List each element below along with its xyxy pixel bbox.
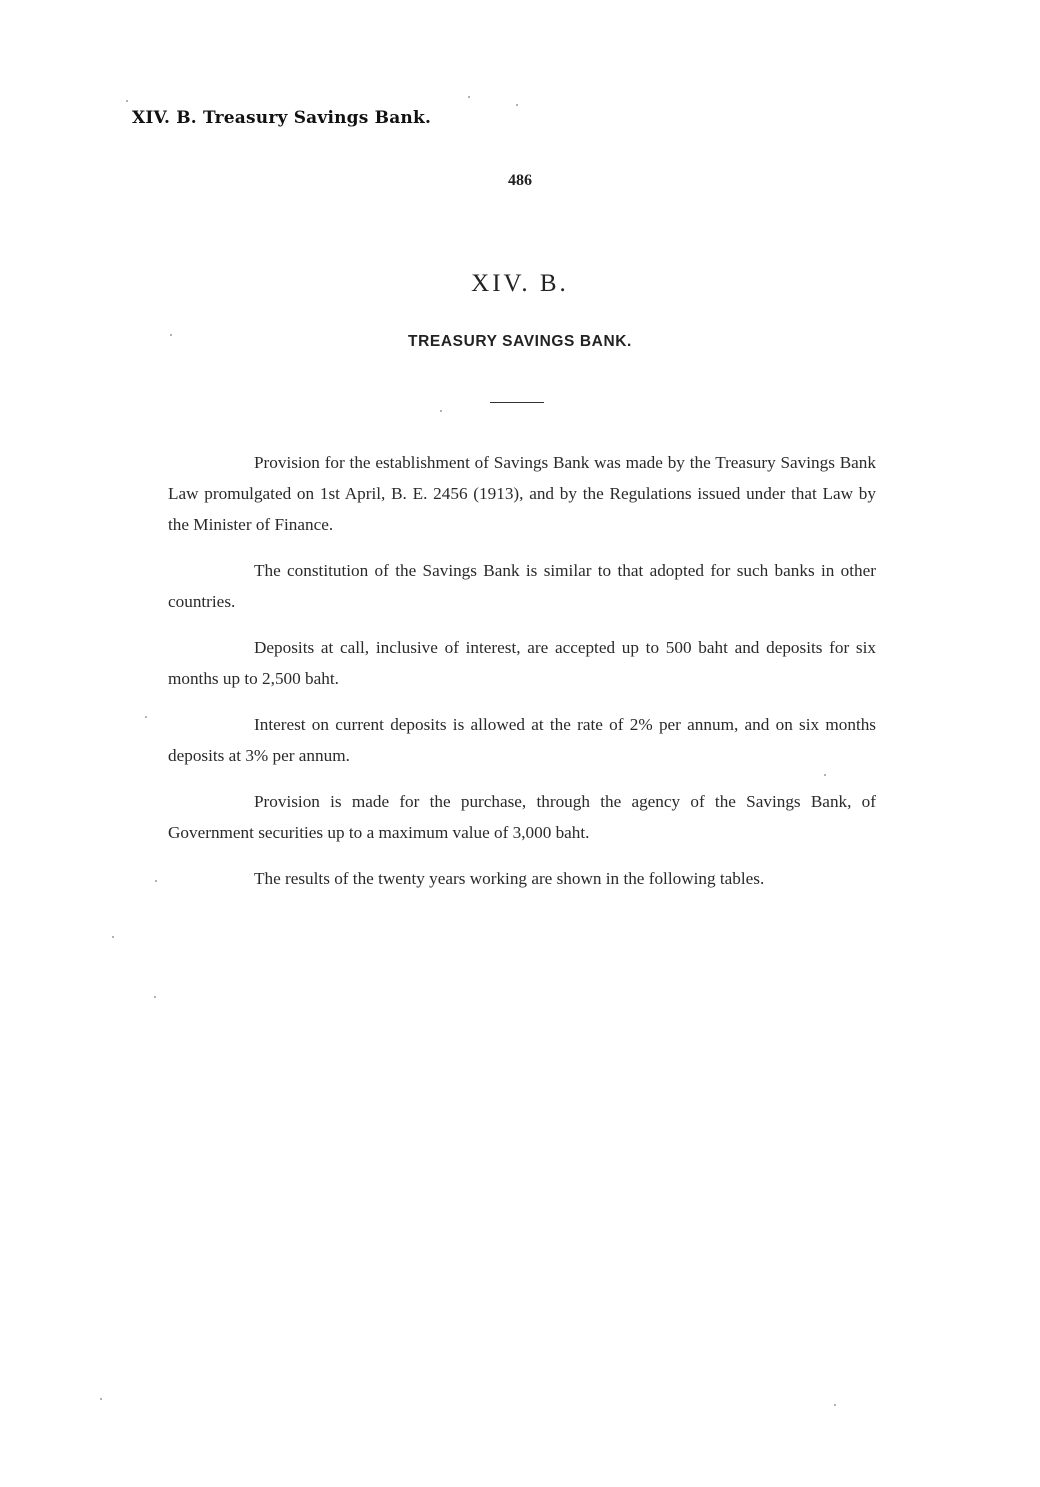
scan-speck [112,936,114,938]
scan-speck [516,104,518,106]
paragraph-results: The results of the twenty years working are shown in the following tables. [254,869,765,888]
paragraph-securities: Provision is made for the purchase, through the agency of the Savings Bank, of Government securities up to a maximum value of 3,000 baht. [168,792,876,842]
scan-speck [154,996,156,998]
scan-speck [824,774,826,776]
paragraph-deposits: Deposits at call, inclusive of interest, are accepted up to 500 baht and deposits for six months up to 2,500 baht. [168,638,876,688]
section-title: TREASURY SAVINGS BANK. [408,333,632,350]
body-text [168,447,876,909]
scan-speck [834,1404,836,1406]
scan-speck [440,410,442,412]
scan-speck [155,880,157,882]
paragraph-interest: Interest on current deposits is allowed at the rate of 2% per annum, and on six months deposits at 3% per annum. [168,715,876,765]
scan-speck [100,1398,102,1400]
scan-speck [170,334,172,336]
paragraph-constitution: The constitution of the Savings Bank is similar to that adopted for such banks in other countries. [168,561,876,611]
page-number: 486 [508,172,532,189]
scan-speck [468,96,470,98]
paragraph-establishment: Provision for the establishment of Savings Bank was made by the Treasury Savings Bank Law promulgated on 1st April, B. E. 2456 (1913), and by the Regulations issued under that Law by the Minister of Finance. [168,453,876,534]
running-head: XIV. B. Treasury Savings Bank. [132,108,432,128]
scan-speck [145,716,147,718]
scan-speck [126,100,128,102]
section-number: XIV. B. [471,270,569,297]
title-divider-rule [490,402,544,403]
